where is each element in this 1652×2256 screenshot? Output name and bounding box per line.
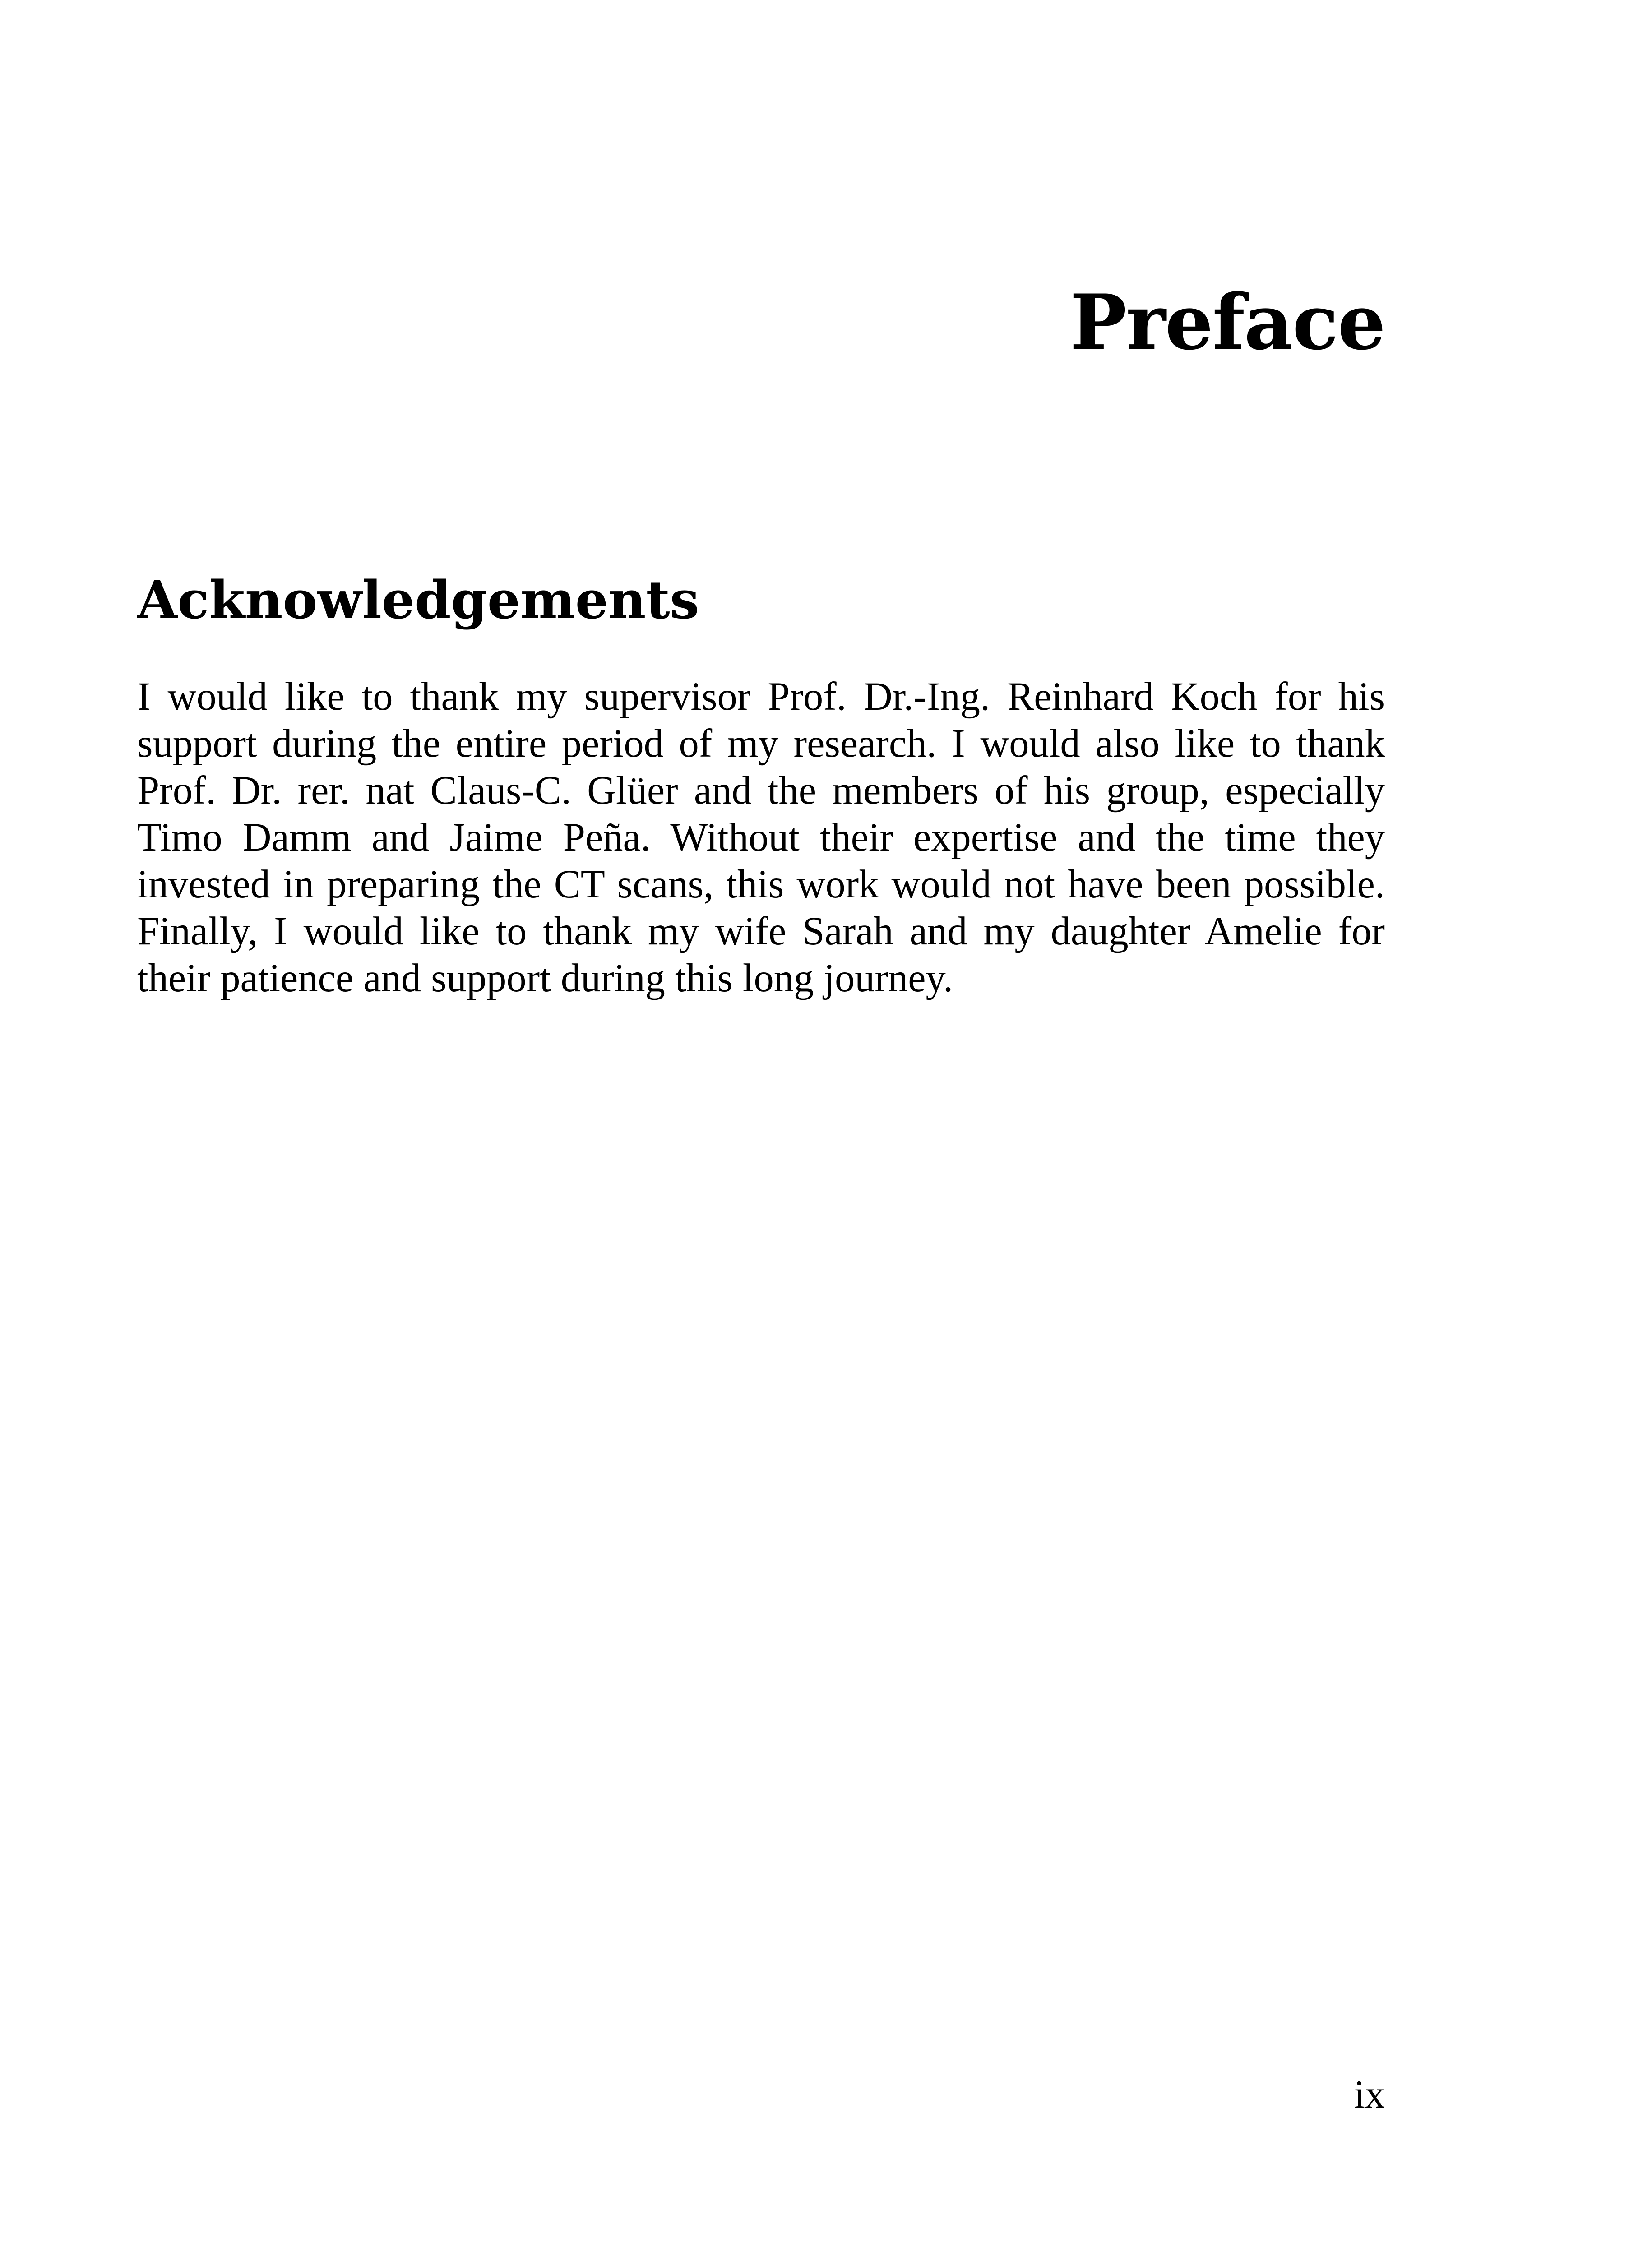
section-heading: Acknowledgements — [137, 570, 699, 631]
page-number: ix — [1354, 2073, 1385, 2117]
paragraph-line: Finally, I would like to thank my wife Sarah and my daughter Amelie for — [137, 909, 1385, 953]
paragraph-line: I would like to thank my supervisor Prof. Dr.-Ing. Reinhard Koch for his — [137, 675, 1385, 719]
chapter-title: Preface — [1069, 277, 1385, 367]
acknowledgements-paragraph — [137, 673, 1385, 1002]
paragraph-line: Timo Damm and Jaime Peña. Without their expertise and the time they — [137, 815, 1385, 860]
paragraph-line: invested in preparing the CT scans, this work would not have been possible. — [137, 862, 1385, 906]
paragraph-line: support during the entire period of my research. I would also like to thank — [137, 721, 1385, 766]
paragraph-line: their patience and support during this long journey. — [137, 956, 953, 1000]
paragraph-line: Prof. Dr. rer. nat Claus-C. Glüer and the members of his group, especially — [137, 768, 1385, 813]
